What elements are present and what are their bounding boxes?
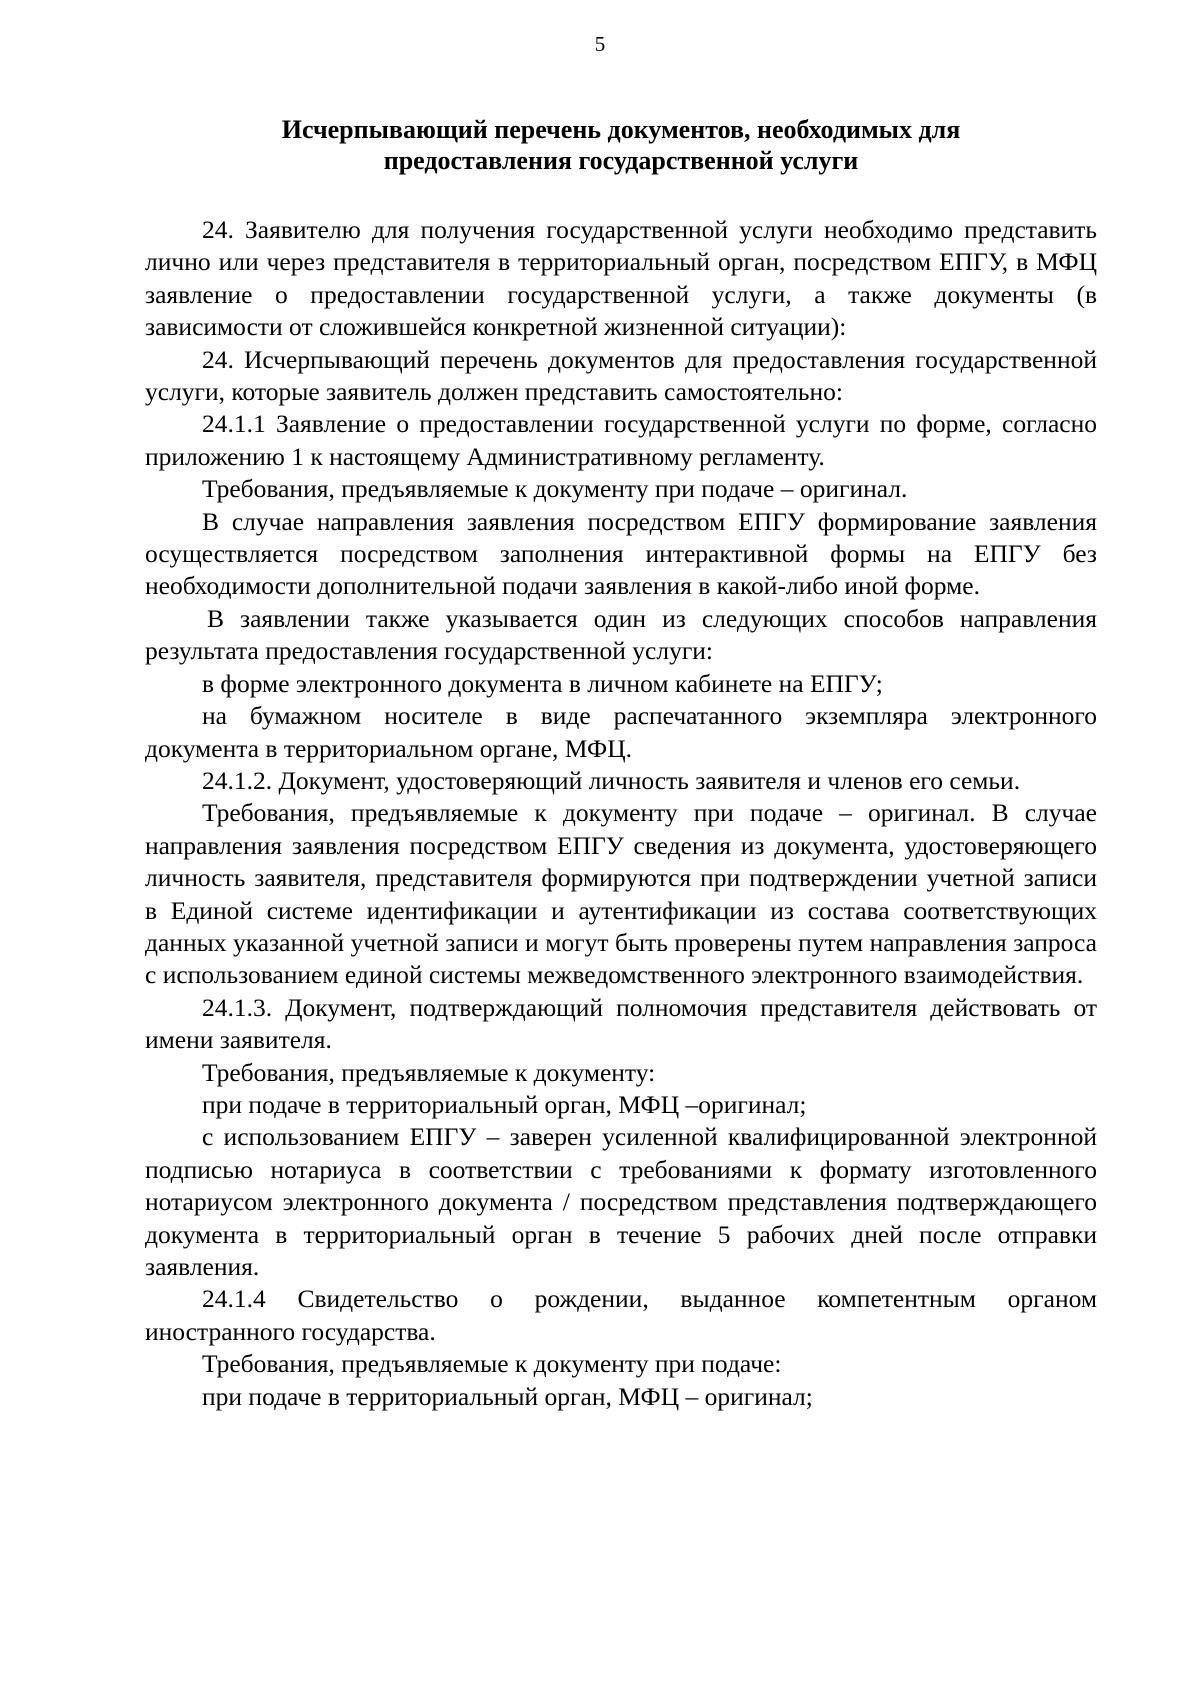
paragraph: при подаче в территориальный орган, МФЦ – оригинал; [202,1381,813,1411]
paragraph: в форме электронного документа в личном кабинете на ЕПГУ; [202,668,883,698]
paragraph: на бумажном носителе в виде распечатанного экземпляра электронного документа в территориальном органе, МФЦ. [145,701,1097,763]
document-body [145,214,1097,1413]
paragraph: Требования, предъявляемые к документу при подаче – оригинал. [202,474,908,504]
section-heading [145,114,1097,176]
paragraph: 24.1.3. Документ, подтверждающий полномочия представителя действовать от имени заявителя. [145,992,1097,1055]
paragraph: В случае направления заявления посредством ЕПГУ формирование заявления осуществляется посредством заполнения интерактивной формы на ЕПГУ без необходимости дополнительной подачи заявления в какой-либо иной форме. [145,506,1097,601]
paragraph: Требования, предъявляемые к документу при подаче – оригинал. В случае направления заявления посредством ЕПГУ сведения из документа, удостоверяющего личность заявителя, представителя формируются при подтверждении учетной записи в Единой системе идентификации и аутентификации из состава соответствующих данных указанной учетной записи и могут быть проверены путем направления запроса с использованием единой системы межведомственного электронного взаимодействия. [145,798,1097,990]
paragraph: 24.1.2. Документ, удостоверяющий личность заявителя и членов его семьи. [202,765,1021,795]
paragraph: Требования, предъявляемые к документу: [202,1057,656,1087]
heading-line-2: предоставления государственной услуги [383,146,859,175]
paragraph: с использованием ЕПГУ – заверен усиленной квалифицированной электронной подписью нотариуса в соответствии с требованиями к формату изготовленного нотариусом электронного документа / посредством представления подтверждающего документа в территориальный орган в течение 5 рабочих дней после отправки заявления. [145,1122,1097,1281]
heading-line-1: Исчерпывающий перечень документов, необходимых для [281,115,961,144]
paragraph: 24. Исчерпывающий перечень документов для предоставления государственной услуги, которые заявитель должен представить самостоятельно: [145,344,1097,407]
page-number: 5 [594,32,606,56]
paragraph: 24.1.4 Свидетельство о рождении, выданное компетентным органом иностранного государства. [145,1284,1097,1346]
paragraph: при подаче в территориальный орган, МФЦ –оригинал; [202,1089,807,1119]
paragraph: Требования, предъявляемые к документу при подаче: [202,1349,782,1379]
paragraph: В заявлении также указывается один из следующих способов направления результата предоставления государственной услуги: [145,603,1097,666]
paragraph: 24.1.1 Заявление о предоставлении государственной услуги по форме, согласно приложению 1 к настоящему Административному регламенту. [145,409,1097,471]
paragraph: 24. Заявителю для получения государственной услуги необходимо представить лично или через представителя в территориальный орган, посредством ЕПГУ, в МФЦ заявление о предоставлении государственной услуги, а также документы (в зависимости от сложившейся конкретной жизненной ситуации): [145,215,1097,342]
